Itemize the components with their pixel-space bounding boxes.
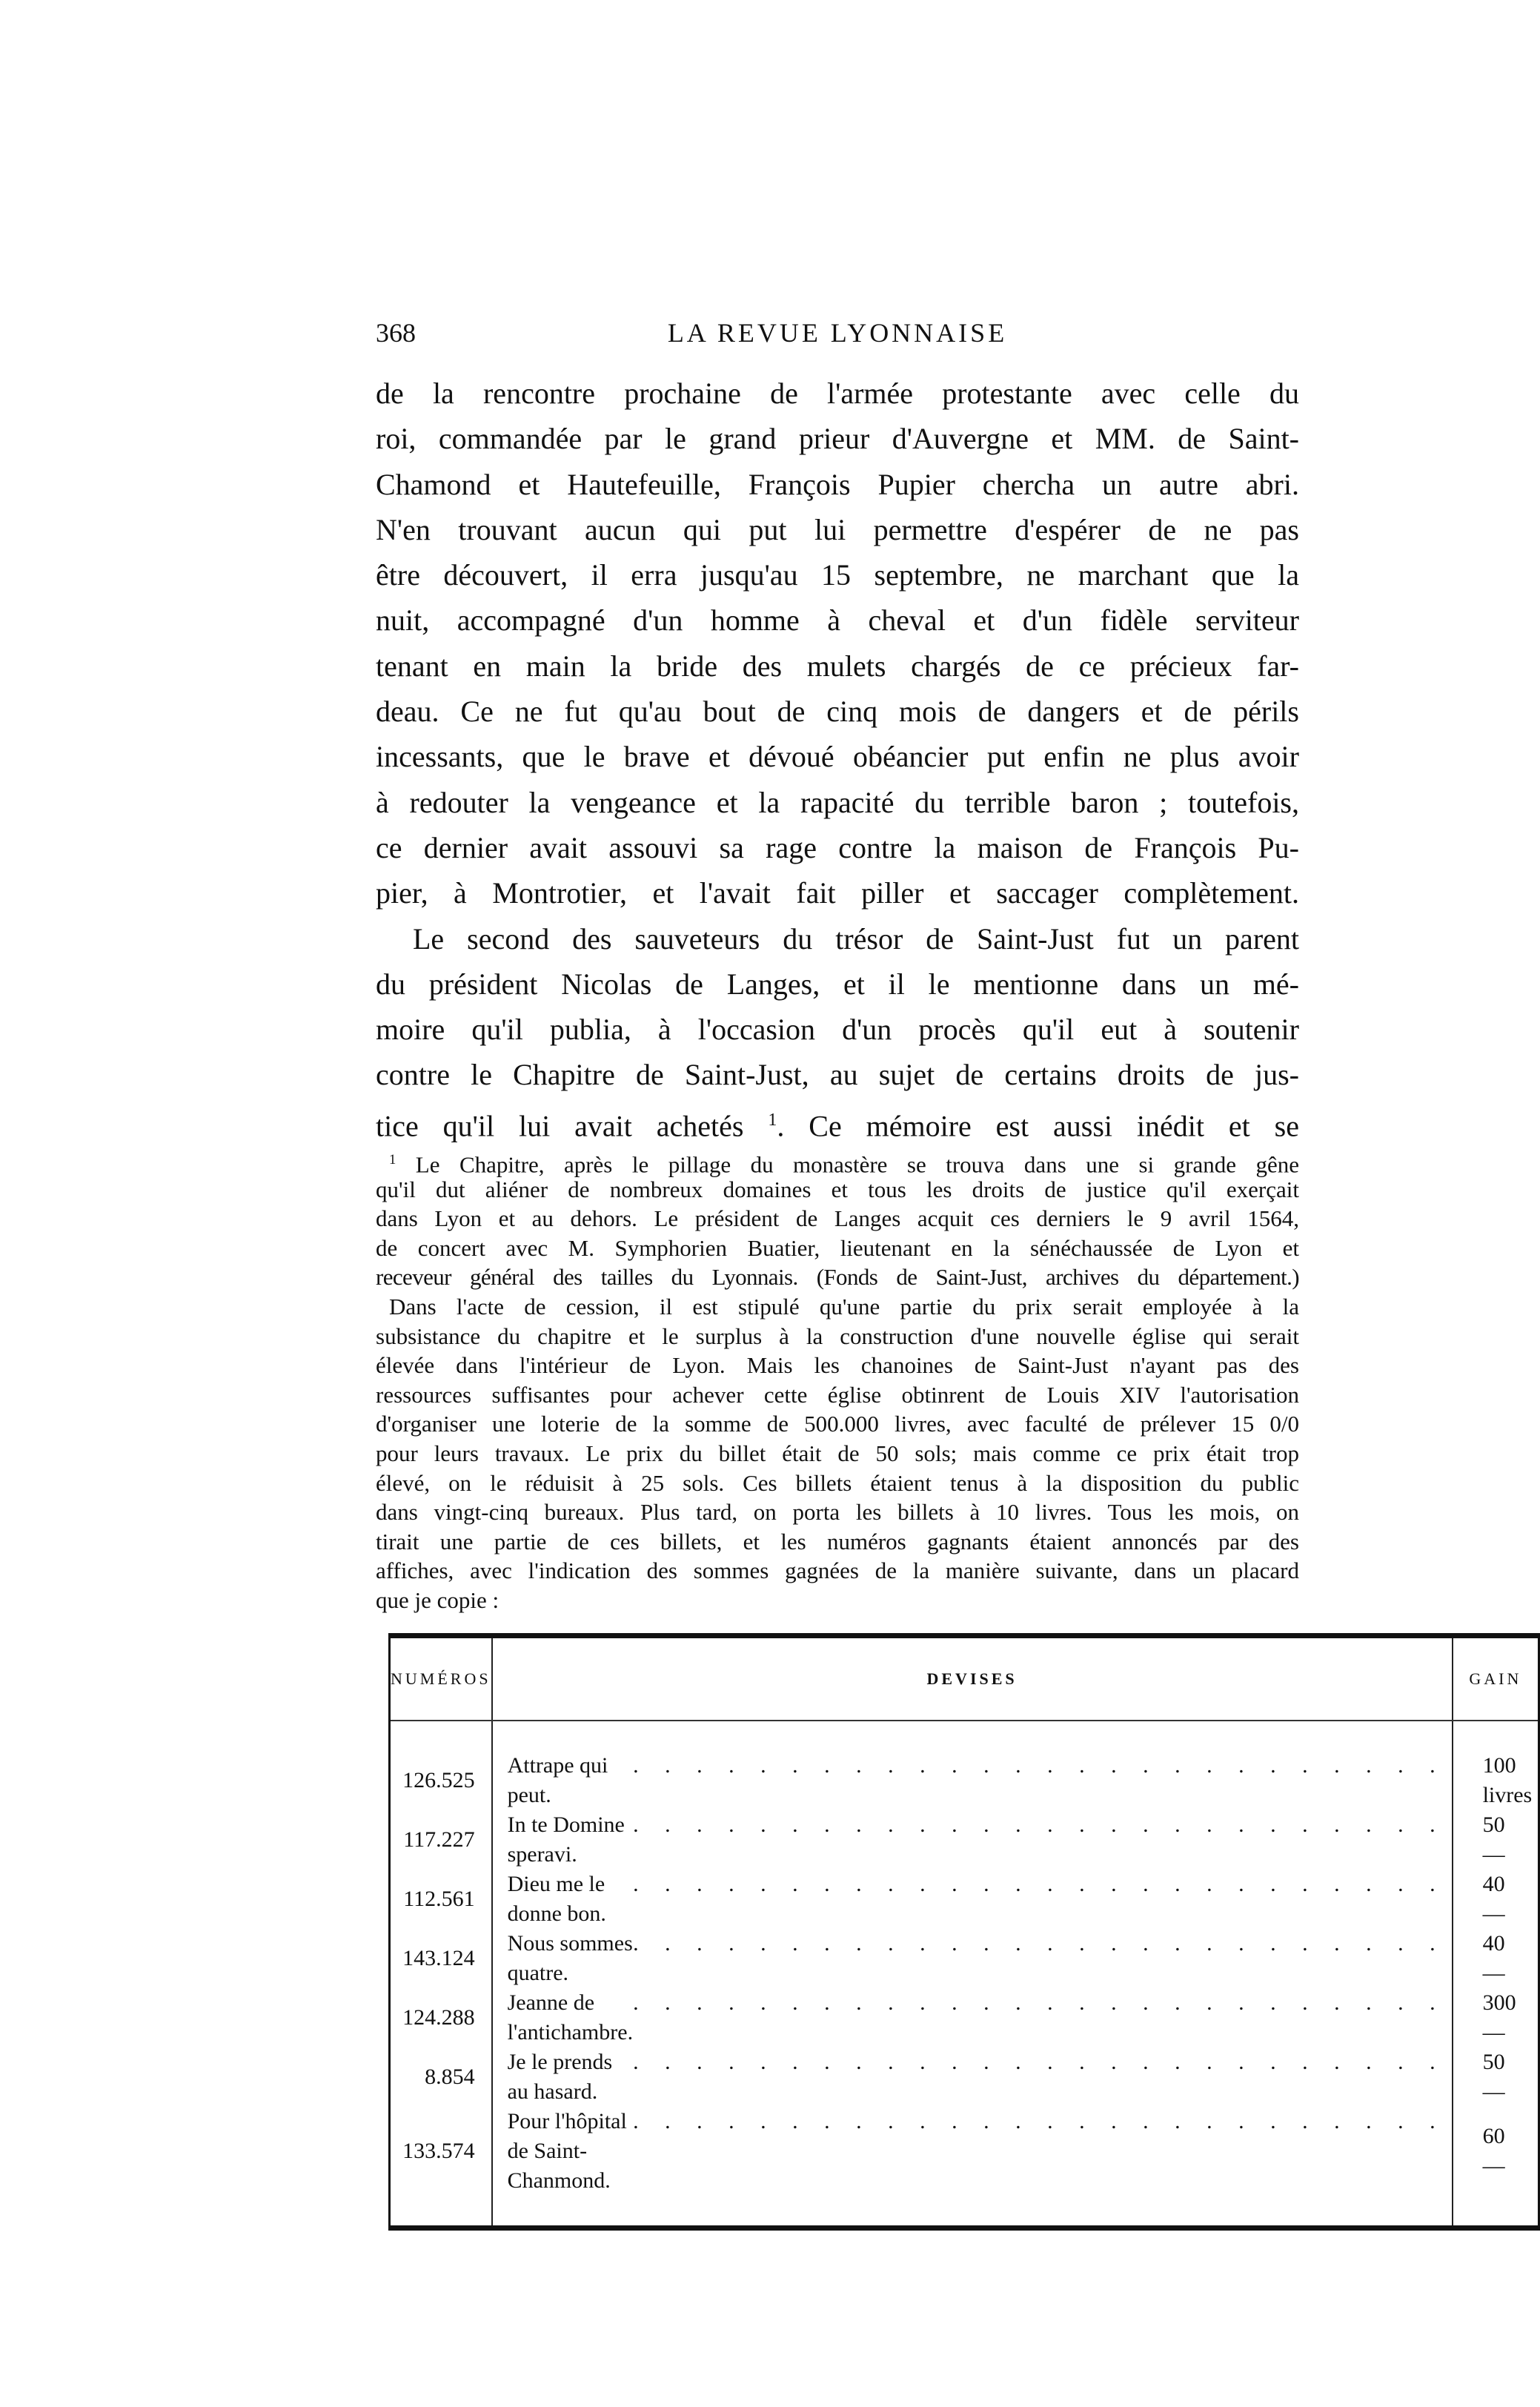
numero-cell: 8.854: [390, 2047, 492, 2107]
column-header-devises: DEVISES: [492, 1636, 1453, 1721]
footnote-line: receveur général des tailles du Lyonnais. (Fonds de Saint-Just, archives du département.): [376, 1264, 1299, 1291]
gain-cell: 50 —: [1482, 2050, 1505, 2104]
table-row: [390, 1751, 1539, 1810]
footnote-line: dans vingt-cinq bureaux. Plus tard, on porta les billets à 10 livres. Tous les mois, on: [376, 1499, 1299, 1526]
devise-text: Jeanne de l'antichambre.: [507, 1990, 634, 2045]
body-line-part: tice qu'il lui avait achetés: [376, 1109, 744, 1143]
gain-cell: 50 —: [1482, 1812, 1505, 1867]
devise-cell: [492, 2107, 1453, 2196]
devise-cell: [492, 2047, 1453, 2107]
table-row: [390, 1810, 1539, 1870]
body-line: pier, à Montrotier, et l'avait fait piller et saccager complètement.: [376, 876, 1299, 910]
numero-cell: 143.124: [390, 1929, 492, 1988]
body-text: [376, 371, 1299, 1143]
table-row: [390, 2047, 1539, 2107]
devise-text: Attrape qui peut.: [507, 1753, 608, 1807]
footnote-line: que je copie :: [376, 1586, 499, 1613]
column-header-numeros: NUMÉROS: [390, 1636, 492, 1721]
dot-leader: . . . . . . . . . . . . . . . . . . . . . . . . . .: [633, 1990, 1446, 2015]
devise-cell: [492, 1929, 1453, 1988]
table-row: [390, 1929, 1539, 1988]
numero-cell: 112.561: [390, 1870, 492, 1929]
footnote-line: subsistance du chapitre et le surplus à la construction d'une nouvelle église qui serait: [376, 1322, 1299, 1349]
numero-cell: 126.525: [390, 1751, 492, 1810]
gain-cell: 40 —: [1482, 1872, 1505, 1926]
devise-text: In te Domine speravi.: [507, 1812, 625, 1867]
table-row: [390, 2107, 1539, 2196]
devise-cell: [492, 1751, 1453, 1810]
gain-cell: 40 —: [1482, 1931, 1505, 1985]
devise-text: Je le prends au hasard.: [507, 2050, 613, 2104]
body-line: ce dernier avait assouvi sa rage contre la maison de François Pu-: [376, 830, 1299, 864]
numero-cell: 117.227: [390, 1810, 492, 1870]
running-title: LA REVUE LYONNAISE: [667, 318, 1008, 348]
body-line: Chamond et Hautefeuille, François Pupier chercha un autre abri.: [376, 467, 1299, 501]
footnote-line: qu'il dut aliéner de nombreux domaines et tous les droits de justice qu'il exerçait: [376, 1176, 1299, 1202]
footnote-marker: 1: [389, 1152, 396, 1168]
devise-cell: [492, 1988, 1453, 2047]
footnote-line: d'organiser une loterie de la somme de 500.000 livres, avec faculté de prélever 15 0/0: [376, 1411, 1299, 1437]
footnote: [376, 1145, 1299, 1615]
dot-leader: . . . . . . . . . . . . . . . . . . . . . . . . . .: [633, 1872, 1446, 1896]
footnote-line: pour leurs travaux. Le prix du billet était de 50 sols; mais comme ce prix était trop: [376, 1440, 1299, 1466]
body-line: être découvert, il erra jusqu'au 15 septembre, ne marchant que la: [376, 558, 1299, 592]
numero-cell: 133.574: [390, 2107, 492, 2196]
footnote-line: [376, 1145, 1300, 1178]
dot-leader: . . . . . . . . . . . . . . . . . . . . . . . . . .: [633, 1812, 1446, 1837]
footnote-line: affiches, avec l'indication des sommes gagnées de la manière suivante, dans un placard: [376, 1557, 1299, 1584]
dot-leader: . . . . . . . . . . . . . . . . . . . . . . . . . .: [633, 1931, 1446, 1956]
lottery-table: [388, 1633, 1540, 2231]
devise-cell: [492, 1870, 1453, 1929]
devise-cell: [492, 1810, 1453, 1870]
page-number: 368: [376, 318, 416, 348]
footnote-line: Dans l'acte de cession, il est stipulé qu'une partie du prix serait employée à la: [389, 1293, 1299, 1320]
footnote-ref[interactable]: 1: [768, 1110, 777, 1130]
body-line: contre le Chapitre de Saint-Just, au sujet de certains droits de jus-: [376, 1058, 1299, 1092]
body-line: Le second des sauveteurs du trésor de Saint-Just fut un parent: [413, 921, 1299, 956]
numero-cell: 124.288: [390, 1988, 492, 2047]
body-line: à redouter la vengeance et la rapacité du terrible baron ; toutefois,: [376, 785, 1299, 819]
footnote-line: élevé, on le réduisit à 25 sols. Ces billets étaient tenus à la disposition du public: [376, 1469, 1299, 1496]
footnote-line: dans Lyon et au dehors. Le président de Langes acquit ces derniers le 9 avril 1564,: [376, 1205, 1299, 1232]
gain-cell: 100 livres: [1482, 1753, 1533, 1807]
footnote-line: de concert avec M. Symphorien Buatier, lieutenant en la sénéchaussée de Lyon et: [376, 1234, 1299, 1261]
body-line: moire qu'il publia, à l'occasion d'un procès qu'il eut à soutenir: [376, 1013, 1299, 1047]
footnote-text: Le Chapitre, après le pillage du monastère se trouva dans une si grande gêne: [415, 1151, 1300, 1178]
table-row: [390, 1870, 1539, 1929]
gain-cell: 300 —: [1482, 1990, 1516, 2045]
body-line: du président Nicolas de Langes, et il le mentionne dans un mé-: [376, 967, 1299, 1001]
table-row: [390, 1988, 1539, 2047]
gain-cell: 60 —: [1482, 2124, 1505, 2178]
body-line: tenant en main la bride des mulets chargés de ce précieux far-: [376, 649, 1299, 683]
body-line: roi, commandée par le grand prieur d'Auvergne et MM. de Saint-: [376, 422, 1299, 456]
dot-leader: . . . . . . . . . . . . . . . . . . . . . . . . . .: [633, 1753, 1446, 1778]
footnote-line: tirait une partie de ces billets, et les numéros gagnants étaient annoncés par des: [376, 1528, 1299, 1555]
body-line: nuit, accompagné d'un homme à cheval et d'un fidèle serviteur: [376, 603, 1299, 638]
body-line-with-note: tice qu'il lui avait achetés $^1$. Ce mémoire est aussi inédit et se: [376, 1109, 1300, 1143]
body-line: N'en trouvant aucun qui put lui permettre d'espérer de ne pas: [376, 512, 1299, 546]
running-header: [376, 317, 1299, 354]
devise-text: Pour l'hôpital de Saint-Chanmond.: [507, 2109, 627, 2193]
column-header-gain: GAIN: [1453, 1636, 1539, 1721]
dot-leader: . . . . . . . . . . . . . . . . . . . . . . . . . .: [633, 2109, 1446, 2133]
body-line-part: Ce mémoire est aussi inédit et se: [809, 1109, 1300, 1143]
devise-text: Dieu me le donne bon.: [507, 1872, 606, 1926]
body-line: incessants, que le brave et dévoué obéancier put enfin ne plus avoir: [376, 740, 1299, 774]
dot-leader: . . . . . . . . . . . . . . . . . . . . . . . . . .: [633, 2050, 1446, 2074]
body-line: deau. Ce ne fut qu'au bout de cinq mois de dangers et de périls: [376, 695, 1299, 729]
body-line: de la rencontre prochaine de l'armée protestante avec celle du: [376, 377, 1299, 410]
footnote-line: élevée dans l'intérieur de Lyon. Mais les chanoines de Saint-Just n'ayant pas des: [376, 1352, 1299, 1379]
table-header-row: [390, 1636, 1539, 1721]
footnote-line: ressources suffisantes pour achever cette église obtinrent de Louis XIV l'autorisation: [376, 1381, 1299, 1408]
devise-text: Nous sommes quatre.: [507, 1931, 633, 1985]
